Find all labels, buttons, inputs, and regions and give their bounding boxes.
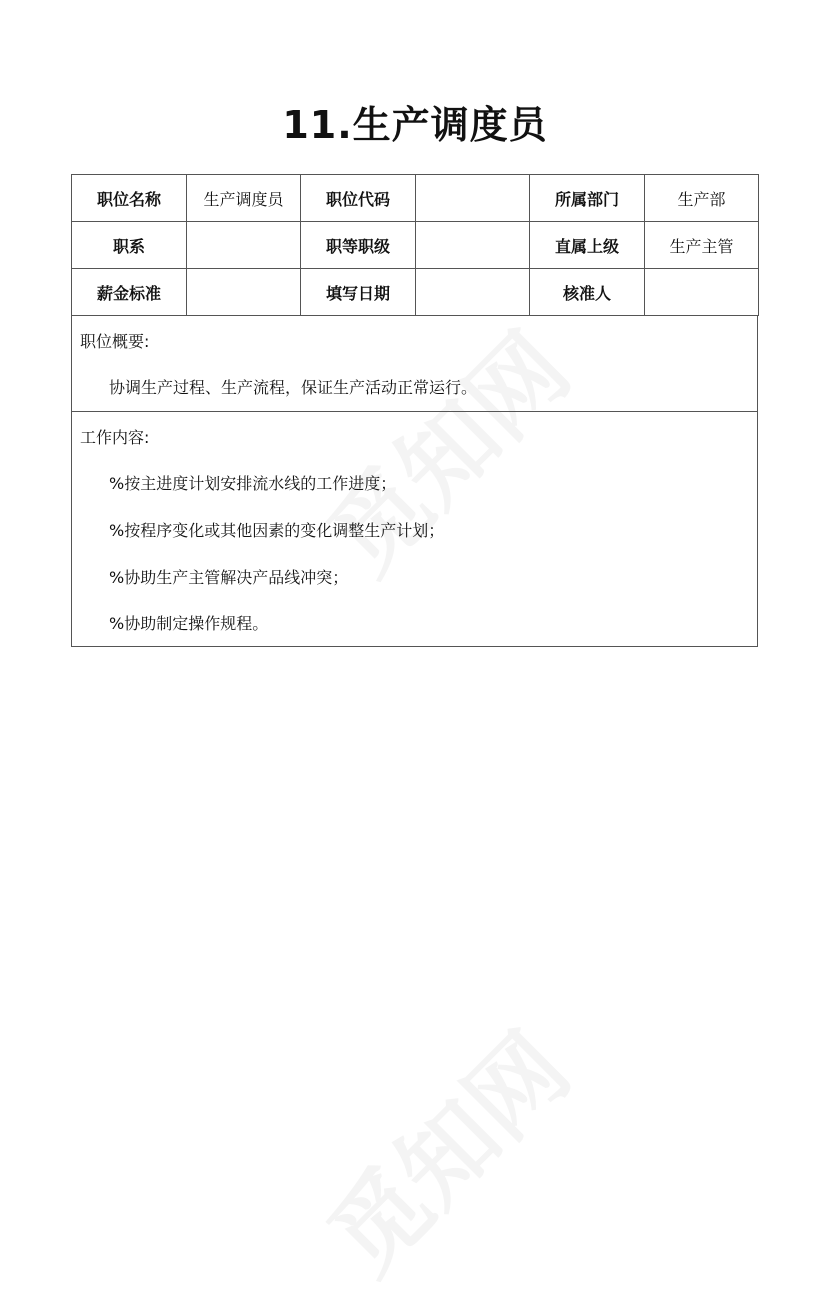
watermark-bottom: [294, 998, 595, 1299]
department-label: 所属部门: [530, 175, 645, 222]
position-name-value: 生产调度员: [187, 175, 301, 222]
table-row: [72, 222, 759, 269]
department-value: 生产部: [645, 175, 759, 222]
job-family-value: [187, 222, 301, 269]
position-code-label: 职位代码: [301, 175, 416, 222]
list-item: %协助制定操作规程。: [109, 614, 269, 633]
page-title: 11.生产调度员: [282, 103, 548, 147]
position-code-value: [416, 175, 530, 222]
approver-label: 核准人: [530, 269, 645, 316]
job-grade-value: [416, 222, 530, 269]
direct-supervisor-label: 直属上级: [530, 222, 645, 269]
list-item: %协助生产主管解决产品线冲突；: [109, 568, 349, 587]
position-summary-section: [71, 316, 758, 412]
list-item: %按主进度计划安排流水线的工作进度；: [109, 474, 397, 493]
salary-standard-value: [187, 269, 301, 316]
job-family-label: 职系: [72, 222, 187, 269]
position-name-label: 职位名称: [72, 175, 187, 222]
table-row: [72, 175, 759, 222]
table-row: [72, 269, 759, 316]
salary-standard-label: 薪金标准: [72, 269, 187, 316]
job-duties-section: [71, 412, 758, 647]
approver-value: [645, 269, 759, 316]
list-item: %按程序变化或其他因素的变化调整生产计划；: [109, 521, 445, 540]
job-grade-label: 职等职级: [301, 222, 416, 269]
fill-date-value: [416, 269, 530, 316]
job-info-table: [71, 174, 759, 316]
job-duties-heading: 工作内容:: [80, 428, 150, 447]
direct-supervisor-value: 生产主管: [645, 222, 759, 269]
position-summary-heading: 职位概要:: [80, 332, 150, 351]
position-summary-text: 协调生产过程、生产流程，保证生产活动正常运行。: [109, 378, 478, 397]
fill-date-label: 填写日期: [301, 269, 416, 316]
